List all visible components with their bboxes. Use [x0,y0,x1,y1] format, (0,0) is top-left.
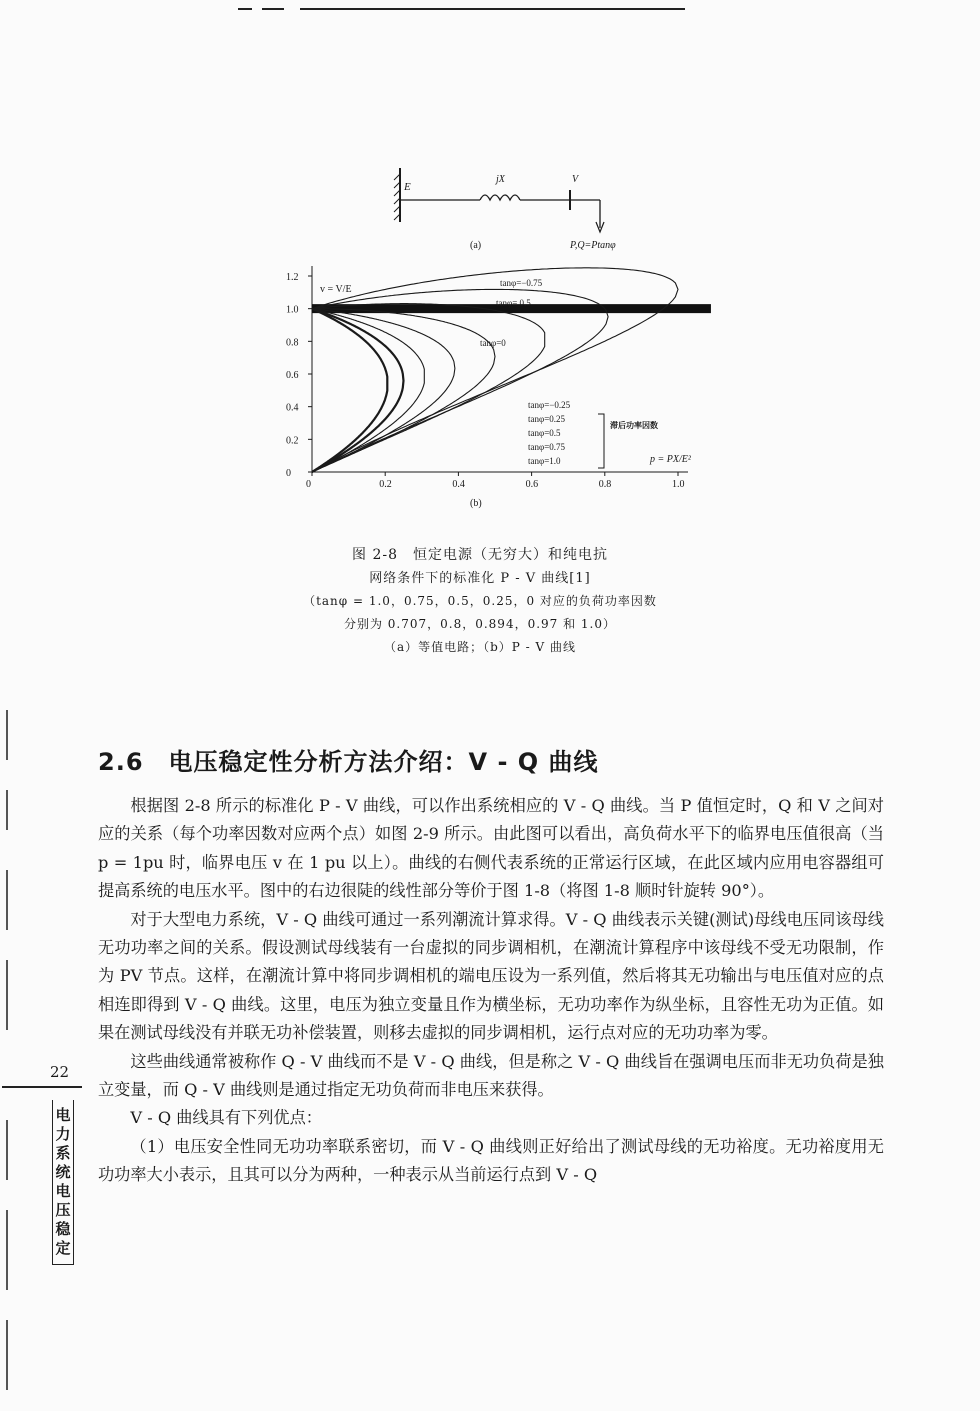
side-label-char: 电 [55,1106,71,1124]
side-label-char: 稳 [55,1220,71,1238]
paragraph-2: 对于大型电力系统，V - Q 曲线可通过一系列潮流计算求得。V - Q 曲线表示关键(测试)母线电压同该母线无功功率之间的关系。假设测试母线装有一台虚拟的同步调相机，在潮流计算程序中该母线不受无功限制，作为 PV 节点。这样，在潮流计算中将同步调相机的端电压设为一系列值，然后将其无功输出与电压值对应的点相连即得到 V - Q 曲线。这里，电压为独立变量且作为横坐标，无功功率作为纵坐标，且容性无功为正值。如果在测试母线没有并联无功补偿装置，则移去虚拟的同步调相机，运行点对应的无功功率为零。 [98,909,884,1043]
caption-line-3: （tanφ = 1.0，0.75，0.5，0.25，0 对应的负荷功率因数 [303,594,657,608]
side-label-char: 电 [55,1182,71,1200]
v-label: V [572,174,579,185]
curve-label: tanφ=0.25 [528,414,566,424]
body-text [98,792,884,1190]
lagging-pf-label: 滞后功率因数 [610,421,658,430]
x-axis-label: p = PX/E² [650,454,691,465]
y-tick-label: 0.6 [286,370,299,381]
x-tick-label: 0.8 [598,479,612,490]
margin-bar [6,710,8,760]
jx-label: jX [496,174,505,185]
figure-2-8 [270,160,740,520]
paragraph-1: 根据图 2-8 所示的标准化 P - V 曲线，可以作出系统相应的 V - Q 曲线。当 P 值恒定时，Q 和 V 之间对应的关系（每个功率因数对应两个点）如图 2-9 所示。由此图可以看出，高负荷水平下的临界电压值很高（当 p = 1pu 时，临界电压 v 在 1 pu 以上）。曲线的右侧代表系统的正常运行区域，在此区域内应用电容器组可提高系统的电压水平。图中的右边很陡的线性部分等价于图 1-8（将图 1-8 顺时针旋转 90°）。 [98,796,884,901]
margin-bar [6,1320,8,1390]
curve-label: tanφ=0 [480,338,506,348]
load-label: P,Q=Ptanφ [570,240,616,251]
margin-bar [6,960,8,1030]
legend-bracket [598,414,604,468]
top-rule-short [262,8,284,10]
paragraph-4: V - Q 曲线具有下列优点： [130,1108,322,1128]
margin-bar [6,1120,8,1180]
e-label: E [404,181,411,193]
curve-label: tanφ=1.0 [528,456,561,466]
circuit-diagram [394,168,616,251]
margin-bar [6,1210,8,1290]
caption-line-4: 分别为 0.707，0.8，0.894，0.97 和 1.0） [343,617,617,631]
page-number-rule [2,1086,82,1088]
x-tick-label: 0.4 [452,479,465,490]
subfig-b-label: (b) [470,498,482,509]
y-axis-label: v = V/E [320,284,352,295]
side-label-char: 系 [55,1144,71,1162]
paragraph-3: 这些曲线通常被称作 Q - V 曲线而不是 V - Q 曲线，但是称之 V - Q 曲线旨在强调电压而非无功负荷是独立变量，而 Q - V 曲线则是通过指定无功负荷而非电压来获得。 [98,1051,884,1100]
side-label-char: 力 [55,1125,71,1143]
y-tick-label: 0.4 [286,402,299,414]
pv-plot [286,266,711,490]
margin-bar [6,870,8,930]
x-tick-label: 1.0 [672,479,685,490]
subfig-a-label: (a) [470,240,482,251]
top-rule-short [238,8,252,10]
section-title: 2.6 电压稳定性分析方法介绍：V - Q 曲线 [98,748,599,776]
y-tick-label: 0.8 [286,337,299,349]
caption-line-2: 网络条件下的标准化 P - V 曲线[1] [369,571,591,586]
pv-curve [312,309,455,472]
reactance-coil [480,195,520,200]
curve-label: tanφ=−0.25 [528,400,571,410]
y-tick-label: 0.2 [286,435,299,447]
y-tick-label: 1.2 [286,272,299,283]
curve-label: tanφ=0.75 [528,442,566,452]
figure-svg [270,160,740,520]
side-label-char: 压 [55,1201,71,1219]
side-chapter-label [52,1100,74,1265]
pv-curve [312,309,495,472]
side-label-char: 统 [55,1163,71,1181]
margin-bar [6,790,8,830]
pv-curve [312,309,387,472]
y-tick-label: 1.0 [286,304,299,316]
x-tick-label: 0.6 [525,479,539,490]
figure-caption [260,544,700,659]
curve-label: tanφ=0.5 [528,428,561,438]
curve-label: tanφ=−0.75 [500,278,543,288]
paragraph-5: （1）电压安全性同无功功率联系密切，而 V - Q 曲线则正好给出了测试母线的无功裕度。无功裕度用无功功率大小表示，且其可以分为两种，一种表示从当前运行点到 V - Q [98,1136,884,1185]
caption-line-1: 图 2-8 恒定电源（无穷大）和纯电抗 [352,547,608,563]
x-tick-label: 0 [306,479,311,490]
curve-label: tanφ= 0.5 [496,298,531,308]
top-rule-long [300,8,685,10]
side-label-char: 定 [55,1239,71,1257]
page-number: 22 [50,1063,70,1081]
x-tick-label: 0.2 [379,479,392,490]
caption-line-5: （a）等值电路；（b）P - V 曲线 [383,640,577,654]
y-tick-label: 0 [286,468,291,479]
